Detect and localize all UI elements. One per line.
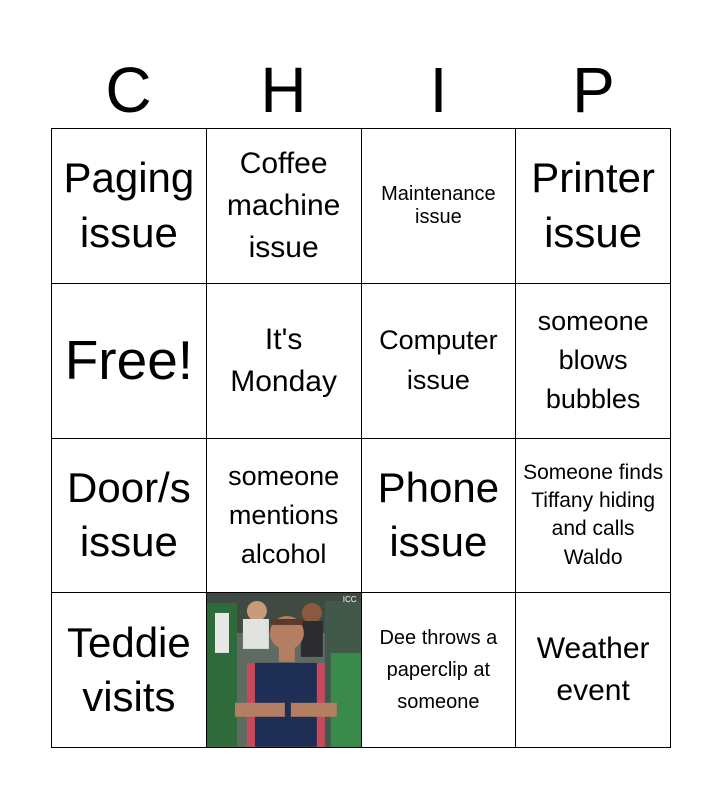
disappointed-fan-photo-icon: [207, 593, 361, 747]
bingo-cell[interactable]: It's Monday: [207, 284, 362, 439]
bingo-cell[interactable]: Coffee machine issue: [207, 129, 362, 284]
bingo-cell[interactable]: someone blows bubbles: [516, 284, 671, 439]
photo-cell[interactable]: [207, 593, 362, 748]
bingo-cell[interactable]: Computer issue: [362, 284, 517, 439]
bingo-header: [51, 52, 671, 128]
bingo-board: [51, 128, 671, 748]
bingo-cell[interactable]: someone mentions alcohol: [207, 439, 362, 594]
bingo-cell[interactable]: Maintenance issue: [362, 129, 517, 284]
header-letter-i: I: [429, 54, 448, 126]
bingo-cell[interactable]: Printer issue: [516, 129, 671, 284]
bingo-cell[interactable]: Phone issue: [362, 439, 517, 594]
bingo-cell[interactable]: Teddie visits: [52, 593, 207, 748]
watermark-label: ICC: [342, 595, 357, 605]
free-space-cell[interactable]: Free!: [52, 284, 207, 439]
header-letter-p: P: [572, 54, 615, 126]
header-letter-c: C: [105, 54, 152, 126]
bingo-cell[interactable]: Dee throws a paperclip at someone: [362, 593, 517, 748]
bingo-cell[interactable]: Weather event: [516, 593, 671, 748]
header-letter-h: H: [260, 54, 307, 126]
bingo-cell[interactable]: Door/s issue: [52, 439, 207, 594]
bingo-cell[interactable]: Paging issue: [52, 129, 207, 284]
bingo-cell[interactable]: Someone finds Tiffany hiding and calls Waldo: [516, 439, 671, 594]
